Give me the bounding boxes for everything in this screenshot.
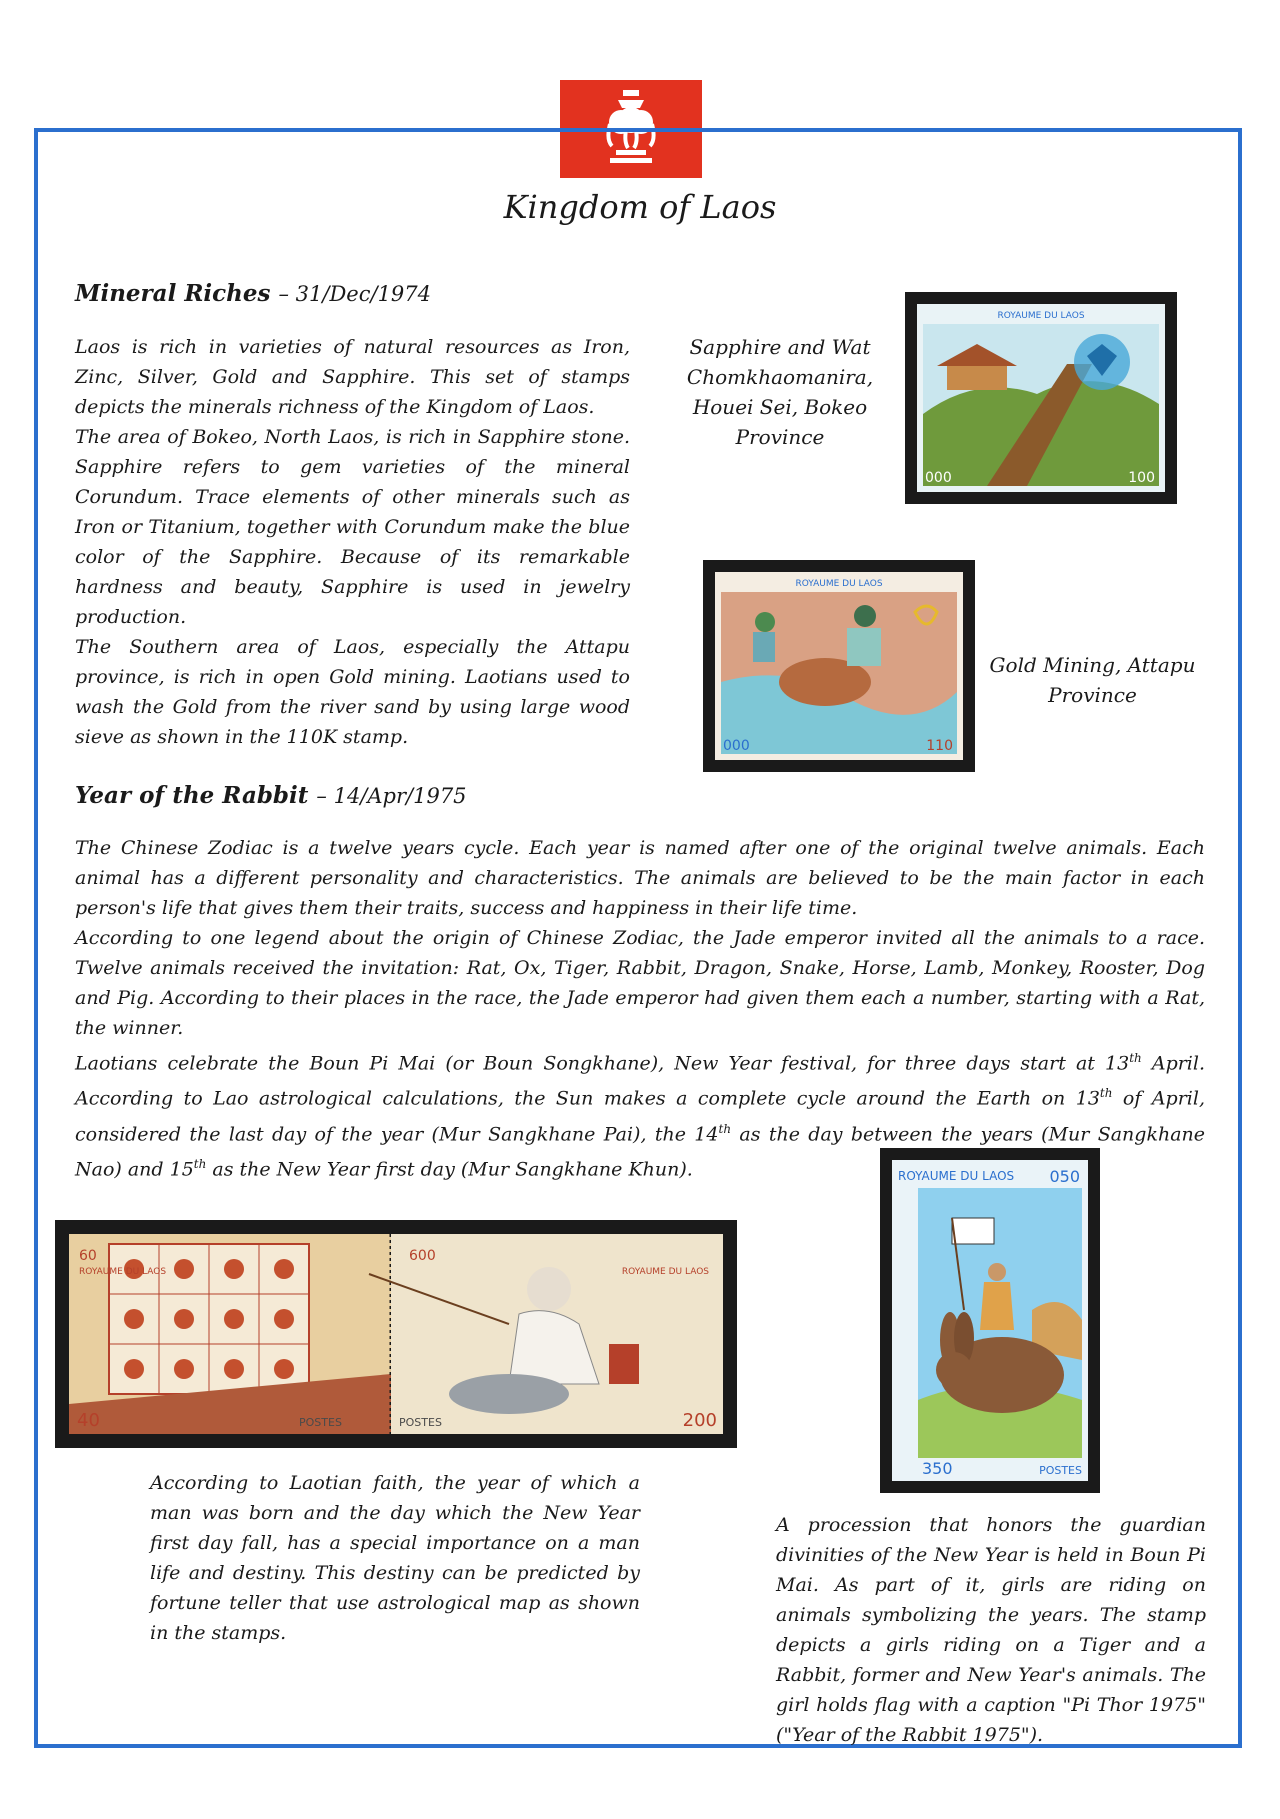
stamp-corner: 000 [723, 738, 750, 754]
superscript: th [1129, 1051, 1142, 1065]
stamp-gold-mining-artwork [715, 572, 963, 760]
stamp-value: 200 [682, 1410, 717, 1431]
stamp-value: 350 [922, 1459, 953, 1478]
stamp-side-text: ROYAUME DU LAOS [79, 1267, 167, 1277]
stamp-rabbit [880, 1148, 1100, 1493]
stamp-header: ROYAUME DU LAOS [898, 1169, 1015, 1183]
section-heading-year-of-rabbit [75, 782, 467, 809]
text-run: April. According to Lao astrological calculations, the Sun makes a complete cycle around the Earth on 13 [75, 1052, 1206, 1110]
text-run: Laotians celebrate the Boun Pi Mai (or Boun Songkhane), New Year festival, for three days start at 13 [75, 1052, 1130, 1075]
superscript: th [718, 1121, 732, 1136]
section-date: – 31/Dec/1974 [278, 282, 432, 306]
stamp-top-value: 60 [79, 1248, 97, 1264]
paragraph: Laos is rich in varieties of natural resources as Iron, Zinc, Silver, Gold and Sapphire. This set of stamps depicts the minerals richness of the Kingdom of Laos. [75, 336, 630, 418]
mineral-description [75, 332, 630, 752]
stamp-header: ROYAUME DU LAOS [997, 311, 1085, 321]
stamp-sapphire [905, 292, 1177, 504]
stamp-pair-astrology [55, 1220, 737, 1448]
stamp-pair-artwork [69, 1234, 723, 1434]
rabbit-caption: A procession that honors the guardian divinities of the New Year is held in Boun Pi Mai. As part of it, girls are riding on animals symbolizing the years. The stamp depicts a girls riding on a Tiger and a Rabbit, former and New Year's animals. The girl holds flag with a caption "Pi Thor 1975" ("Year of the Rabbit 1975"). [776, 1514, 1206, 1746]
section-title: Year of the Rabbit [75, 782, 309, 809]
stamp-rabbit-artwork [892, 1160, 1088, 1481]
stamp-gold-mining [703, 560, 975, 772]
paragraph: The Chinese Zodiac is a twelve years cycle. Each year is named after one of the original twelve animals. Each animal has a different personality and characteristics. The animals are believed to be the main factor in each person's life that gives them their traits, success and happiness in their life time. [75, 837, 1205, 919]
superscript: th [1099, 1086, 1113, 1101]
stamp-header: ROYAUME DU LAOS [795, 579, 883, 589]
stamp-corner: 000 [925, 470, 952, 486]
pair-caption: According to Laotian faith, the year of which a man was born and the day which the New Year first day fall, has a special importance on a man life and destiny. This destiny can be predicted by fortune teller that use astrological map as shown in the stamps. [150, 1472, 640, 1644]
stamp-postes: POSTES [1039, 1464, 1082, 1477]
stamp2-caption: Gold Mining, Attapu Province [989, 653, 1196, 707]
stamp1-caption: Sapphire and Wat Chomkhaomanira, Houei Sei, Bokeo Province [686, 335, 874, 449]
paragraph: According to one legend about the origin of Chinese Zodiac, the Jade emperor invited all the animals to a race. Twelve animals received the invitation: Rat, Ox, Tiger, Rabbit, Dragon, Snake, Horse, Lamb, Monkey, Rooster, Dog and Pig. According to their places in the race, the Jade emperor had given them each a number, starting with a Rat, the winner. [75, 927, 1205, 1039]
superscript: th [193, 1156, 207, 1171]
stamp-sapphire-artwork [917, 304, 1165, 492]
stamp-value: 40 [77, 1410, 100, 1431]
stamp-postes: POSTES [399, 1416, 442, 1429]
stamp-top-value: 050 [1049, 1167, 1080, 1186]
text-run: of April, considered the last day of the year (Mur Sangkhane Pai), the 14 [75, 1087, 1205, 1145]
section-title: Mineral Riches [75, 280, 271, 307]
stamp-top-value: 600 [409, 1248, 436, 1264]
zodiac-description [75, 833, 1205, 1184]
paragraph: The Southern area of Laos, especially the Attapu province, is rich in open Gold mining. Laotians used to wash the Gold from the river sand by using large wood sieve as shown in the 110K stamp. [75, 636, 630, 748]
section-date: – 14/Apr/1975 [316, 784, 467, 808]
text-run: as the New Year first day (Mur Sangkhane Khun). [206, 1158, 693, 1181]
stamp-postes: POSTES [299, 1416, 342, 1429]
paragraph: The area of Bokeo, North Laos, is rich in Sapphire stone. Sapphire refers to gem varieties of the mineral Corundum. Trace elements of other minerals such as Iron or Titanium, together with Corundum make the blue color of the Sapphire. Because of its remarkable hardness and beauty, Sapphire is used in jewelry production. [75, 426, 630, 628]
stamp-side-text: ROYAUME DU LAOS [621, 1267, 709, 1277]
section-heading-mineral-riches [75, 280, 431, 307]
page-title: Kingdom of Laos [503, 188, 777, 226]
stamp-value: 100 [1128, 470, 1155, 486]
stamp-value: 110 [926, 738, 953, 754]
text-run: as the day between the years (Mur Sangkhane Nao) and 15 [75, 1122, 1205, 1181]
